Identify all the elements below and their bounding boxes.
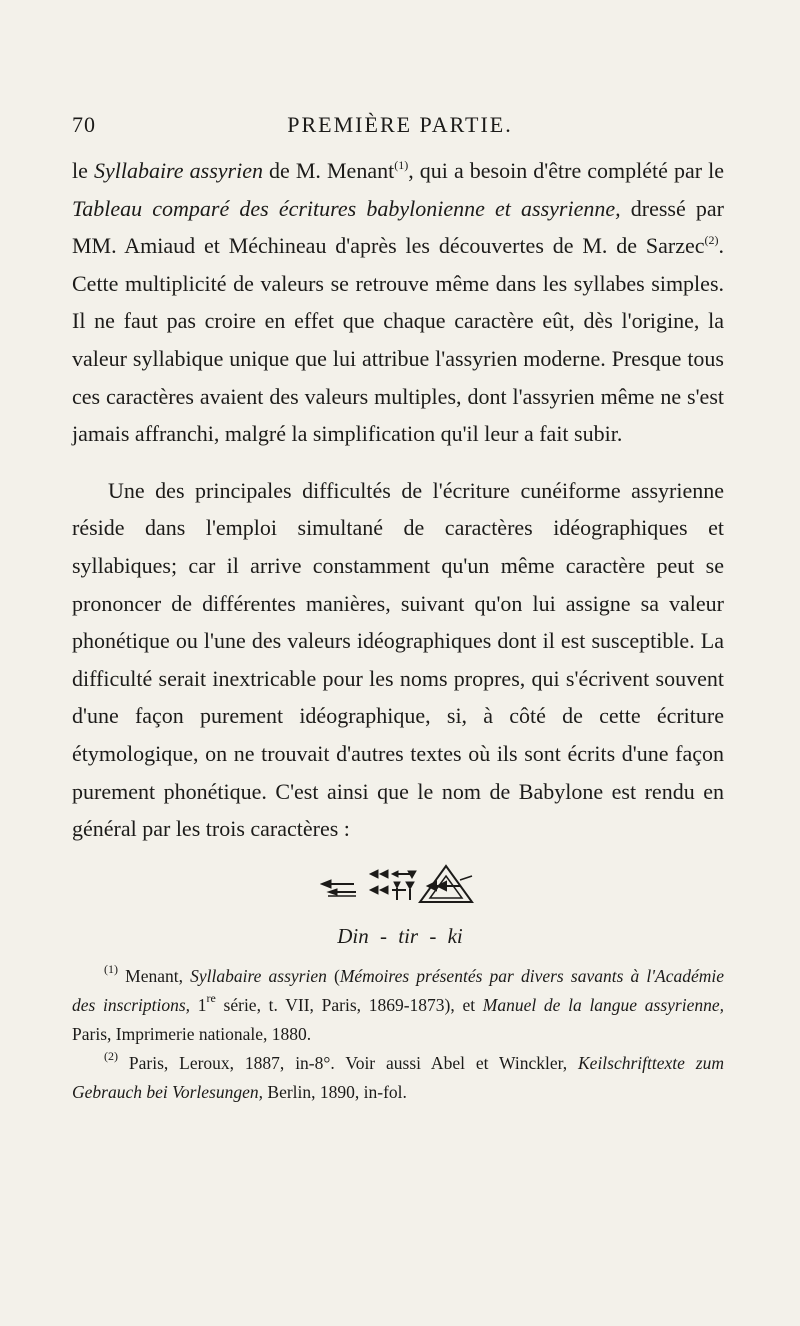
footnote-marker-2: (2)	[104, 1049, 118, 1063]
text-run: de M. Menant	[262, 158, 395, 183]
text-run: Paris, Leroux, 1887, in-8°. Voir aussi Abel et Winckler,	[118, 1053, 578, 1073]
text-run: Paris, Imprimerie nationale, 1880.	[72, 1024, 312, 1044]
text-run: . Cette multiplicité de valeurs se retrouve même dans les syllabes simples. Il ne faut pas croire en effet que chaque caractère eût, dès l'origine, la valeur syllabique unique que lui attribue l'assyrien moderne. Presque tous ces caractères avaient des valeurs multiples, dont l'assyrien même ne s'est jamais affranchi, malgré la simplification qu'il leur a fait subir.	[72, 233, 724, 447]
running-title: PREMIÈRE PARTIE.	[287, 112, 513, 137]
body-text	[72, 152, 724, 848]
page-number: 70	[72, 112, 96, 137]
cuneiform-sign-din	[321, 880, 356, 896]
cuneiform-signs-figure	[320, 862, 500, 910]
text-run: Menant,	[118, 966, 191, 986]
italic-title: Keilschrifttexte zum Gebrauch bei Vorlesungen,	[72, 1053, 724, 1102]
text-run: (	[326, 966, 340, 986]
text-run: Berlin, 1890, in-fol.	[263, 1082, 407, 1102]
italic-title: Tableau comparé des écritures babylonienne et assyrienne,	[72, 195, 621, 221]
page-header	[0, 112, 800, 142]
figure-caption: Din - tir - ki	[337, 924, 463, 948]
text-run: série, t. VII, Paris, 1869-1873), et	[215, 995, 483, 1015]
footnote-ref-1: (1)	[394, 158, 409, 172]
ordinal-superscript: re	[206, 991, 216, 1005]
italic-title: Syllabaire assyrien	[93, 158, 263, 183]
italic-title: Manuel de la langue assyrienne,	[482, 995, 724, 1015]
paragraph-2: Une des principales difficultés de l'écriture cunéiforme assyrienne réside dans l'emploi simultané de caractères idéographiques et syllabiques; car il arrive constamment qu'un même caractère peut se prononcer de différentes manières, suivant qu'on lui assigne sa valeur phonétique ou l'une des valeurs idéographiques dont il est susceptible. La difficulté serait inextricable pour les noms propres, qui s'écrivent souvent d'une façon purement idéographique, si, à côté de cette écriture étymologique, on ne trouvait d'autres textes où ils sont écrits d'une façon purement phonétique. C'est ainsi que le nom de Babylone est rendu en général par les trois caractères :	[72, 477, 724, 842]
footnotes	[72, 962, 724, 1107]
text-run: , qui a besoin d'être complété par le	[408, 158, 725, 183]
paragraph-1	[72, 152, 724, 453]
text-run: 1	[190, 995, 207, 1015]
footnote-1	[72, 962, 724, 1049]
text-run: dressé par MM. Amiaud et Méchineau d'après les découvertes de M. de Sarzec	[72, 195, 724, 259]
cuneiform-sign-tir	[370, 870, 416, 900]
footnote-ref-2: (2)	[704, 233, 719, 248]
cuneiform-sign-ki	[420, 866, 472, 902]
italic-title: Mémoires présentés par divers savants à l'Académie des inscriptions,	[72, 966, 724, 1015]
footnote-2	[72, 1049, 724, 1107]
text-run: le	[72, 158, 94, 183]
footnote-marker-1: (1)	[104, 962, 118, 976]
italic-title: Syllabaire assyrien	[190, 966, 327, 986]
